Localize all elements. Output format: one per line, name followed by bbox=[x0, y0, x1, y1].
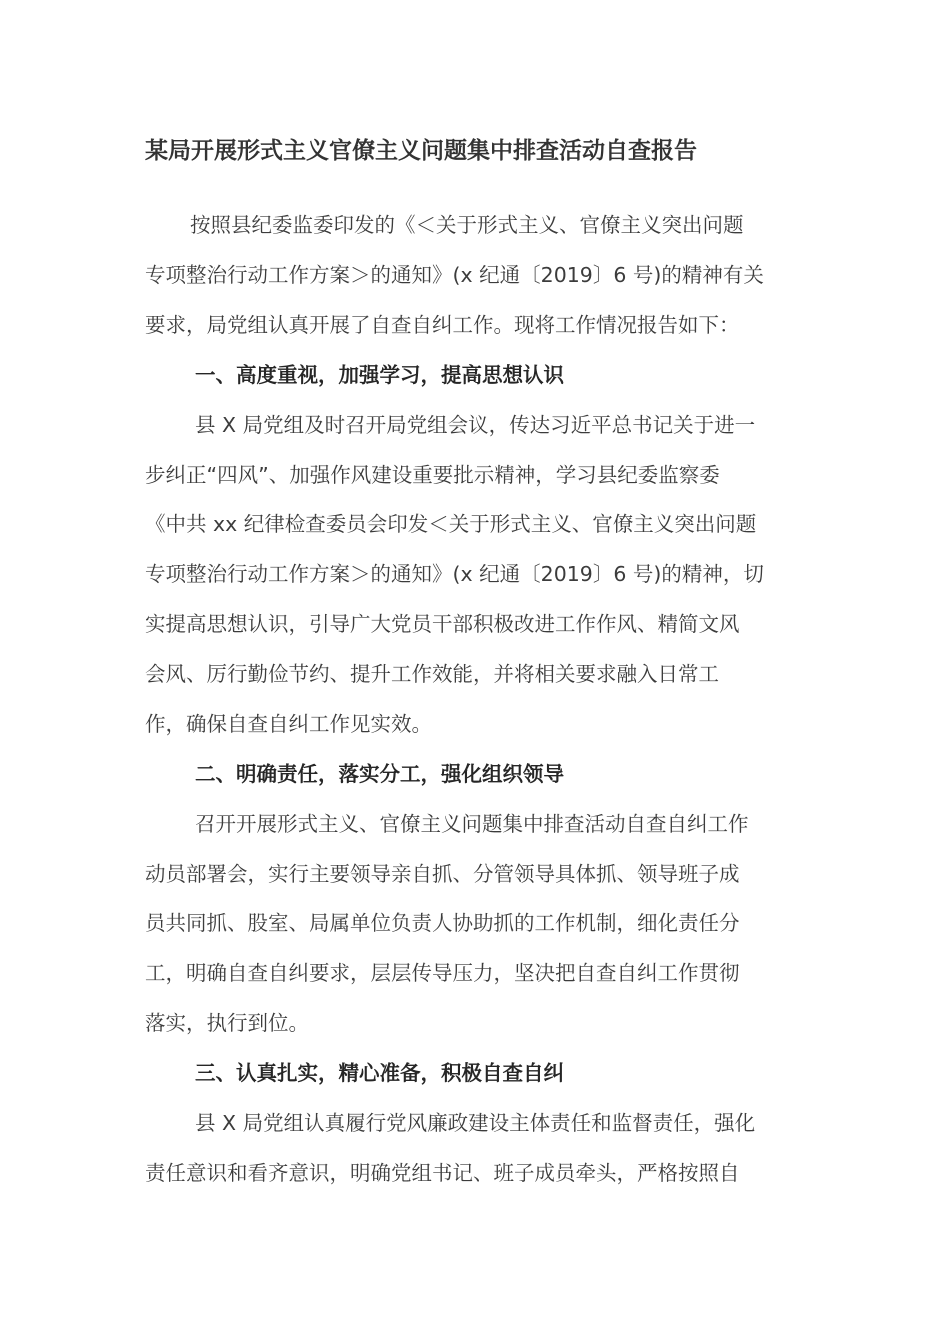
intro-line-2: 专项整治行动工作方案＞的通知》(x 纪通〔2019〕6 号)的精神有关 bbox=[145, 263, 764, 287]
section-1-line-5: 实提高思想认识，引导广大党员干部积极改进工作作风、精简文风 bbox=[145, 612, 740, 636]
section-1-heading: 一、高度重视，加强学习，提高思想认识 bbox=[195, 363, 564, 387]
section-1-line-6: 会风、厉行勤俭节约、提升工作效能，并将相关要求融入日常工 bbox=[145, 662, 719, 686]
section-2-line-1: 召开开展形式主义、官僚主义问题集中排查活动自查自纠工作 bbox=[195, 812, 749, 836]
intro-line-3: 要求，局党组认真开展了自查自纠工作。现将工作情况报告如下： bbox=[145, 313, 740, 337]
section-2-heading: 二、明确责任，落实分工，强化组织领导 bbox=[195, 762, 564, 786]
section-1-line-1: 县 X 局党组及时召开局党组会议，传达习近平总书记关于进一 bbox=[195, 413, 756, 437]
section-2-line-4: 工，明确自查自纠要求，层层传导压力，坚决把自查自纠工作贯彻 bbox=[145, 961, 740, 985]
section-1-line-7: 作，确保自查自纠工作见实效。 bbox=[145, 712, 432, 736]
section-1-line-4: 专项整治行动工作方案＞的通知》(x 纪通〔2019〕6 号)的精神，切 bbox=[145, 562, 764, 586]
section-2-line-5: 落实，执行到位。 bbox=[145, 1011, 309, 1035]
section-3-line-1: 县 X 局党组认真履行党风廉政建设主体责任和监督责任，强化 bbox=[195, 1111, 756, 1135]
section-1-line-2: 步纠正“四风”、加强作风建设重要批示精神，学习县纪委监察委 bbox=[145, 463, 720, 487]
section-3-line-2: 责任意识和看齐意识，明确党组书记、班子成员牵头，严格按照自 bbox=[145, 1161, 740, 1185]
document-title: 某局开展形式主义官僚主义问题集中排查活动自查报告 bbox=[145, 138, 697, 164]
section-3-heading: 三、认真扎实，精心准备，积极自查自纠 bbox=[195, 1061, 564, 1085]
section-2-line-2: 动员部署会，实行主要领导亲自抓、分管领导具体抓、领导班子成 bbox=[145, 862, 740, 886]
section-2-line-3: 员共同抓、股室、局属单位负责人协助抓的工作机制，细化责任分 bbox=[145, 911, 740, 935]
section-1-line-3: 《中共 xx 纪律检查委员会印发＜关于形式主义、官僚主义突出问题 bbox=[145, 512, 757, 536]
intro-line-1: 按照县纪委监委印发的《＜关于形式主义、官僚主义突出问题 bbox=[190, 213, 744, 237]
